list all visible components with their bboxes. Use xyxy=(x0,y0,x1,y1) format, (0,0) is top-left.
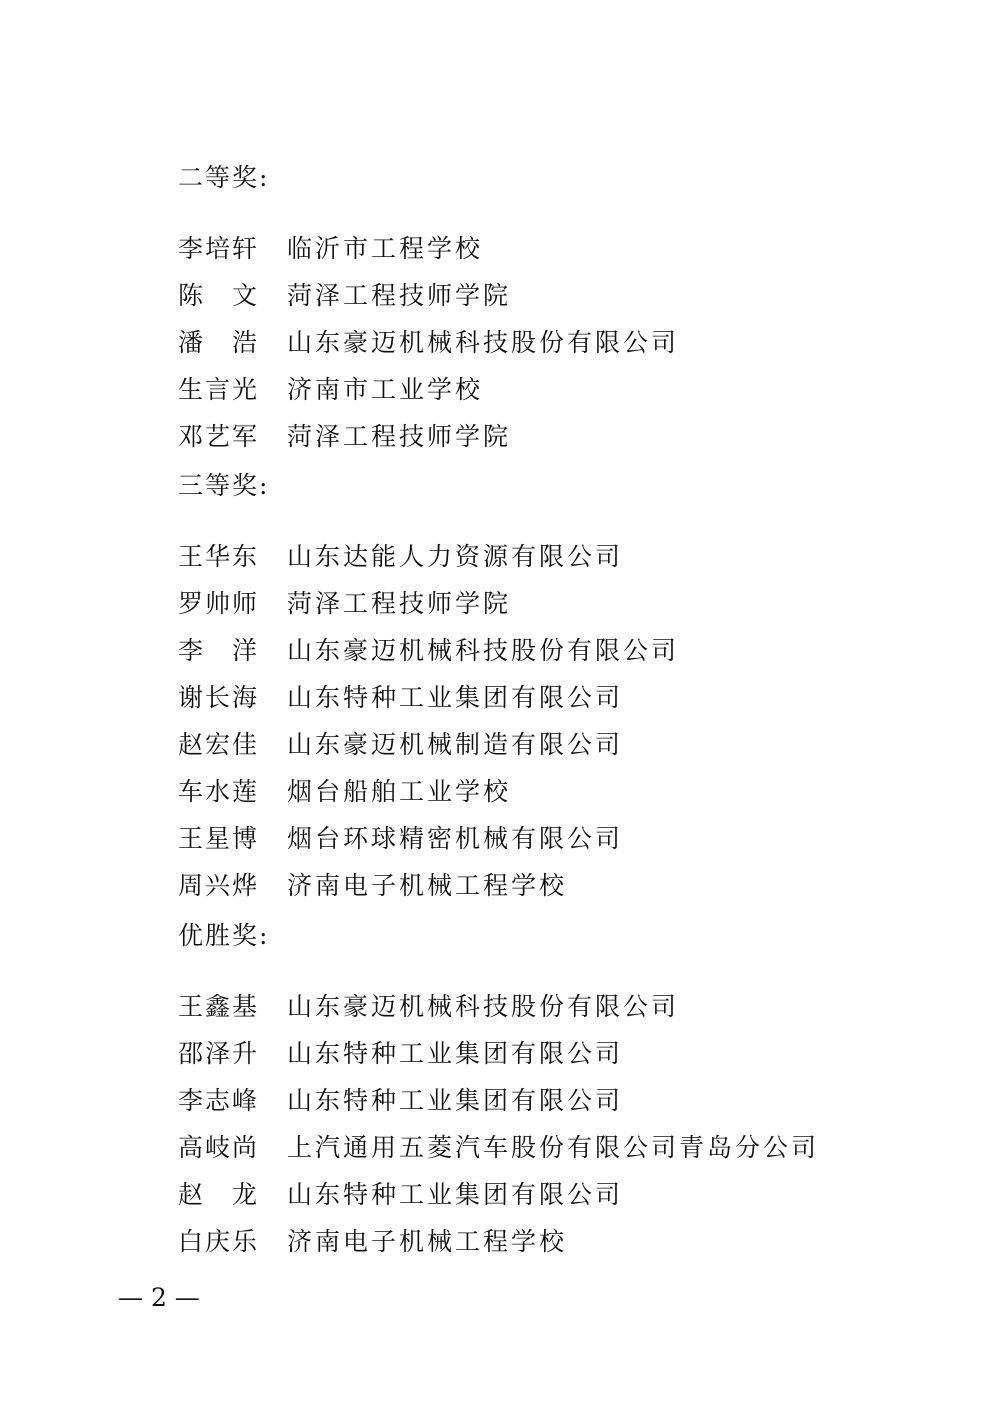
section-heading: 三等奖: xyxy=(178,471,270,500)
winner-name xyxy=(178,1034,257,1070)
name-character: 庆 xyxy=(204,1226,230,1256)
name-character: 车 xyxy=(178,776,204,806)
name-character: 华 xyxy=(204,541,230,571)
winner-name xyxy=(178,584,257,620)
award-list xyxy=(178,531,898,907)
winner-name xyxy=(178,370,257,406)
name-character: 邵 xyxy=(178,1038,204,1068)
award-section-merit-prize xyxy=(178,918,898,1263)
name-character: 乐 xyxy=(231,1226,257,1256)
name-character: 岐 xyxy=(204,1132,230,1162)
name-character: 潘 xyxy=(178,327,204,357)
name-character: 王 xyxy=(178,823,204,853)
name-character: 罗 xyxy=(178,588,204,618)
winner-organization: 菏泽工程技师学院 xyxy=(287,280,512,310)
winner-name xyxy=(178,229,257,265)
name-character: 星 xyxy=(204,823,230,853)
name-character: 兴 xyxy=(204,870,230,900)
winner-organization: 上汽通用五菱汽车股份有限公司青岛分公司 xyxy=(287,1132,820,1162)
award-entry xyxy=(178,625,898,672)
winner-name xyxy=(178,276,257,312)
winner-name xyxy=(178,678,257,714)
award-entry xyxy=(178,1169,898,1216)
name-character: 光 xyxy=(231,374,257,404)
name-character: 浩 xyxy=(231,327,257,357)
section-heading: 二等奖: xyxy=(178,163,270,192)
award-entry xyxy=(178,578,898,625)
award-entry xyxy=(178,1216,898,1263)
name-character: 长 xyxy=(204,682,230,712)
name-character: 白 xyxy=(178,1226,204,1256)
name-character: 峰 xyxy=(231,1085,257,1115)
winner-organization: 临沂市工程学校 xyxy=(287,233,484,263)
winner-organization: 菏泽工程技师学院 xyxy=(287,421,512,451)
name-character: 升 xyxy=(231,1038,257,1068)
winner-name xyxy=(178,987,257,1023)
name-character: 莲 xyxy=(231,776,257,806)
winner-organization: 烟台环球精密机械有限公司 xyxy=(287,823,624,853)
winner-organization: 山东达能人力资源有限公司 xyxy=(287,541,624,571)
name-character: 师 xyxy=(231,588,257,618)
name-character: 李 xyxy=(178,635,204,665)
winner-organization: 济南电子机械工程学校 xyxy=(287,870,568,900)
name-character: 基 xyxy=(231,991,257,1021)
name-character: 军 xyxy=(231,421,257,451)
award-entry xyxy=(178,364,898,411)
name-character: 烨 xyxy=(231,870,257,900)
name-character: 言 xyxy=(204,374,230,404)
name-character: 轩 xyxy=(231,233,257,263)
award-entry xyxy=(178,672,898,719)
award-entry xyxy=(178,719,898,766)
name-character: 李 xyxy=(178,1085,204,1115)
winner-name xyxy=(178,819,257,855)
name-character: 谢 xyxy=(178,682,204,712)
name-character: 尚 xyxy=(231,1132,257,1162)
award-list xyxy=(178,223,898,458)
name-character: 海 xyxy=(231,682,257,712)
winner-name xyxy=(178,866,257,902)
winner-name xyxy=(178,772,257,808)
winner-name xyxy=(178,417,257,453)
name-character: 博 xyxy=(231,823,257,853)
award-list xyxy=(178,981,898,1263)
award-entry xyxy=(178,813,898,860)
name-character: 赵 xyxy=(178,729,204,759)
winner-name xyxy=(178,1128,257,1164)
award-entry xyxy=(178,1028,898,1075)
winner-organization: 烟台船舶工业学校 xyxy=(287,776,512,806)
winner-organization: 山东豪迈机械科技股份有限公司 xyxy=(287,635,680,665)
name-character: 王 xyxy=(178,541,204,571)
winner-organization: 济南市工业学校 xyxy=(287,374,484,404)
winner-organization: 济南电子机械工程学校 xyxy=(287,1226,568,1256)
award-entry xyxy=(178,860,898,907)
name-character: 李 xyxy=(178,233,204,263)
name-character: 泽 xyxy=(204,1038,230,1068)
award-entry xyxy=(178,411,898,458)
winner-organization: 山东特种工业集团有限公司 xyxy=(287,1179,624,1209)
page-number: — 2 — xyxy=(118,1283,200,1312)
name-character: 培 xyxy=(204,233,230,263)
winner-name xyxy=(178,323,257,359)
award-section-second-prize xyxy=(178,160,898,458)
section-heading: 优胜奖: xyxy=(178,921,270,950)
name-character: 水 xyxy=(204,776,230,806)
name-character: 志 xyxy=(204,1085,230,1115)
winner-organization: 菏泽工程技师学院 xyxy=(287,588,512,618)
name-character: 邓 xyxy=(178,421,204,451)
award-entry xyxy=(178,766,898,813)
award-entry xyxy=(178,270,898,317)
name-character: 艺 xyxy=(204,421,230,451)
winner-name xyxy=(178,725,257,761)
winner-name xyxy=(178,1222,257,1258)
award-entry xyxy=(178,1075,898,1122)
name-character: 赵 xyxy=(178,1179,204,1209)
name-character: 生 xyxy=(178,374,204,404)
winner-organization: 山东特种工业集团有限公司 xyxy=(287,1085,624,1115)
winner-organization: 山东特种工业集团有限公司 xyxy=(287,1038,624,1068)
winner-organization: 山东特种工业集团有限公司 xyxy=(287,682,624,712)
name-character: 陈 xyxy=(178,280,204,310)
name-character: 帅 xyxy=(204,588,230,618)
award-entry xyxy=(178,1122,898,1169)
name-character: 鑫 xyxy=(204,991,230,1021)
name-character: 周 xyxy=(178,870,204,900)
award-section-third-prize xyxy=(178,468,898,907)
name-character: 东 xyxy=(231,541,257,571)
winner-name xyxy=(178,1081,257,1117)
name-character: 洋 xyxy=(231,635,257,665)
winner-organization: 山东豪迈机械科技股份有限公司 xyxy=(287,991,680,1021)
award-entry xyxy=(178,317,898,364)
name-character: 佳 xyxy=(231,729,257,759)
name-character: 高 xyxy=(178,1132,204,1162)
winner-organization: 山东豪迈机械科技股份有限公司 xyxy=(287,327,680,357)
winner-name xyxy=(178,537,257,573)
name-character: 宏 xyxy=(204,729,230,759)
award-entry xyxy=(178,223,898,270)
name-character: 王 xyxy=(178,991,204,1021)
award-entry xyxy=(178,981,898,1028)
award-entry xyxy=(178,531,898,578)
winner-name xyxy=(178,631,257,667)
winner-organization: 山东豪迈机械制造有限公司 xyxy=(287,729,624,759)
name-character: 文 xyxy=(231,280,257,310)
winner-name xyxy=(178,1175,257,1211)
name-character: 龙 xyxy=(231,1179,257,1209)
